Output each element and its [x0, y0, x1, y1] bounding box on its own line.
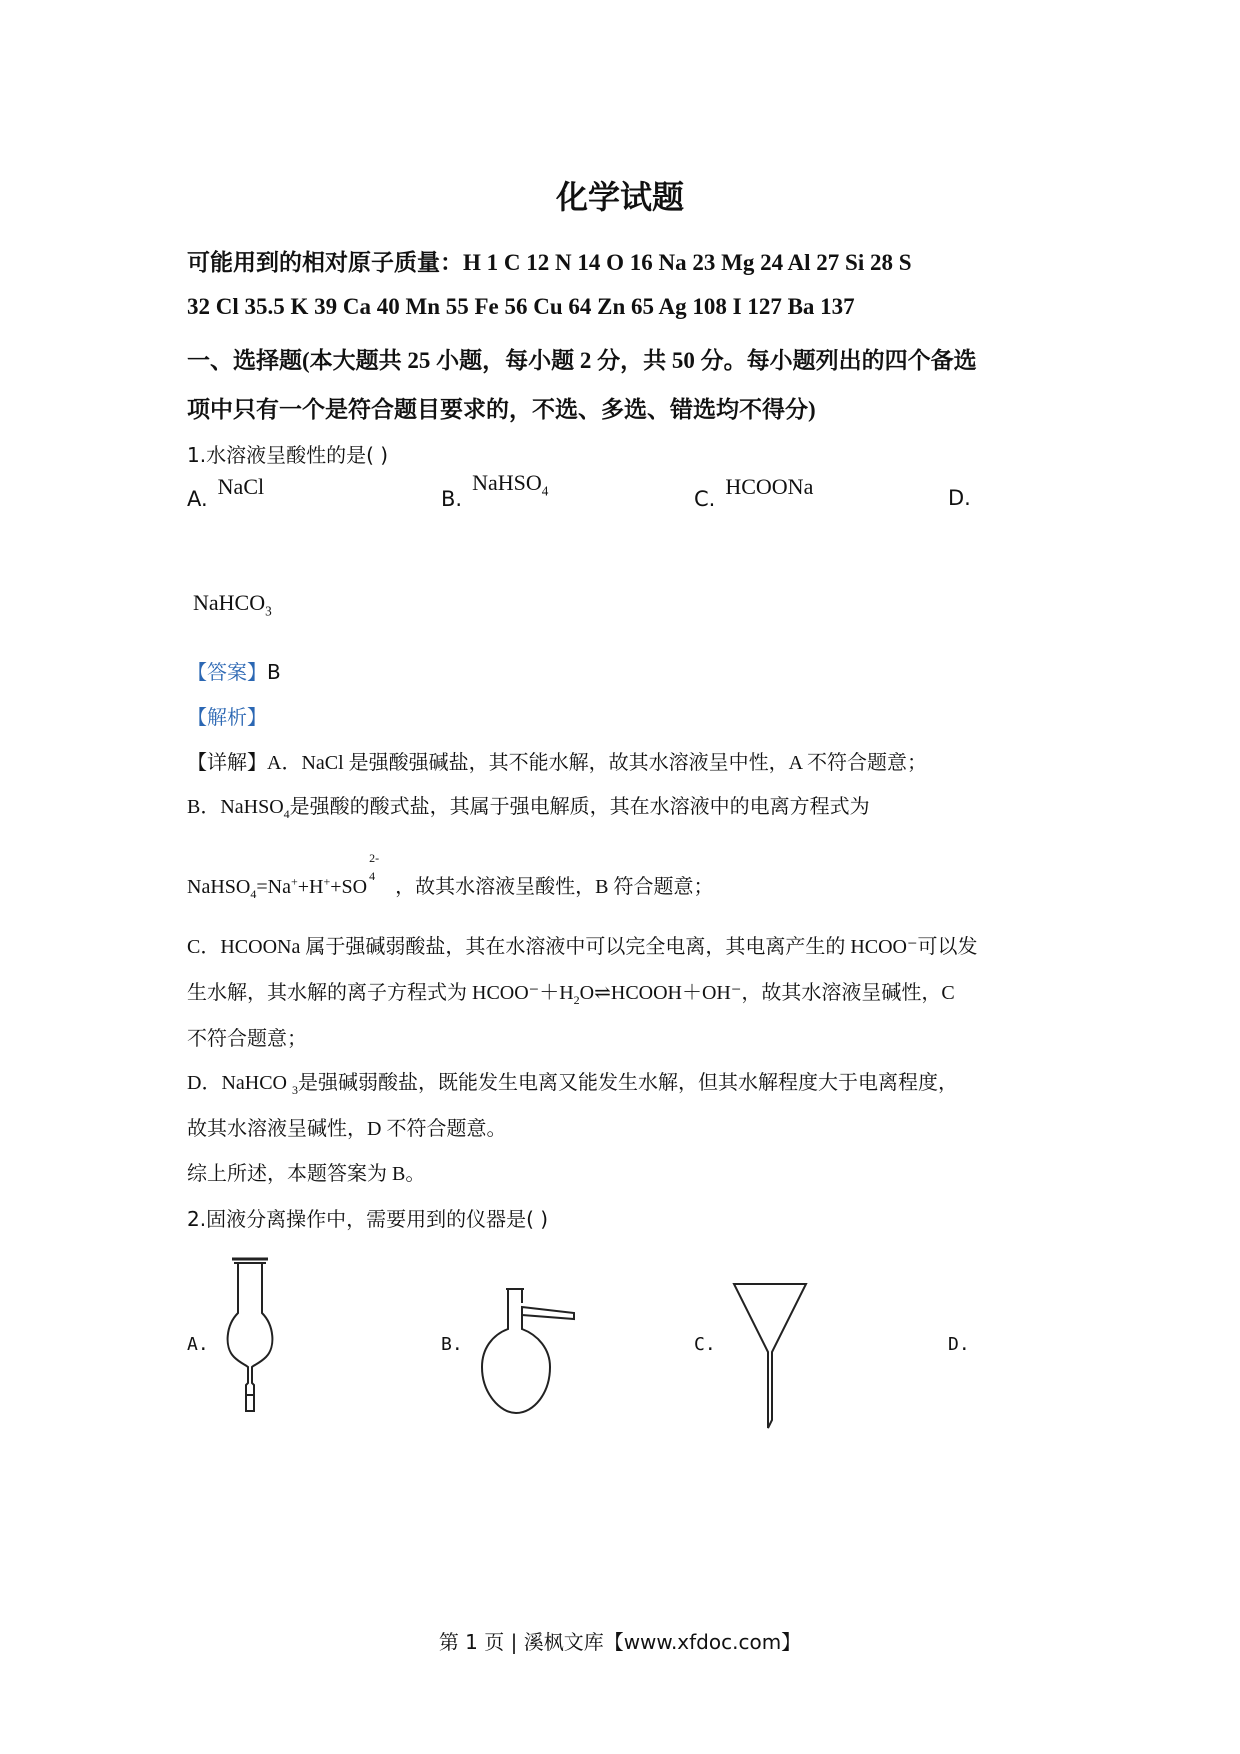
eq-text: NaHSO [187, 876, 251, 898]
analysis-label: 【解析】 [187, 707, 267, 729]
page-title: 化学试题 [555, 179, 684, 215]
summary: 综上所述，本题答案为 B。 [187, 1163, 426, 1185]
q1-answer [187, 656, 281, 685]
eq-text: +SO [330, 876, 368, 898]
detail-c-text-rest: O⇌HCOOH＋OH⁻，故其水溶液呈碱性，C [579, 982, 955, 1004]
eq-subscript: 4 [250, 887, 257, 901]
eq-superscript: + [290, 874, 298, 889]
option-formula-subscript: 4 [541, 483, 549, 499]
option-letter: A. [187, 487, 208, 511]
q1-option-d[interactable] [948, 486, 971, 510]
q2-option-b[interactable]: B. [441, 1334, 463, 1355]
funnel-icon [730, 1280, 810, 1430]
detail-a: 【详解】A．NaCl 是强酸强碱盐，其不能水解，故其水溶液呈中性，A 不符合题意； [187, 752, 927, 774]
option-letter: C. [694, 487, 716, 511]
detail-c-text: 生水解，其水解的离子方程式为 HCOO⁻＋H [187, 982, 574, 1004]
eq-charge: 2- [369, 851, 380, 865]
option-formula: NaHSO [472, 470, 542, 495]
q1-option-c[interactable] [694, 474, 814, 512]
distillation-flask-icon [478, 1285, 578, 1425]
option-formula: HCOONa [725, 474, 814, 499]
detail-d-line2: 故其水溶液呈碱性，D 不符合题意。 [187, 1118, 507, 1140]
q2-option-a[interactable]: A. [187, 1334, 209, 1355]
option-formula-subscript: 3 [265, 603, 272, 619]
eq-subscript: 4 [369, 869, 376, 883]
q2-stem: 2.固液分离操作中，需要用到的仪器是( ) [187, 1207, 549, 1231]
option-letter: D. [948, 486, 971, 510]
eq-conclusion: ，故其水溶液呈酸性，B 符合题意； [395, 876, 714, 898]
q1-option-a[interactable] [187, 474, 265, 512]
ionization-equation [187, 851, 714, 902]
eq-text: +H [297, 876, 324, 898]
detail-b-subscript: 4 [283, 807, 290, 821]
detail-c-line1: C．HCOONa 属于强碱弱酸盐，其在水溶液中可以完全电离，其电离产生的 HCOO⁻可以发 [187, 936, 978, 958]
answer-label: 【答案】 [187, 662, 267, 684]
q1-stem: 1.水溶液呈酸性的是( ) [187, 443, 389, 467]
q2-option-c[interactable]: C. [694, 1334, 716, 1355]
detail-c-line2 [187, 976, 955, 1008]
page-footer: 第 1 页 | 溪枫文库【www.xfdoc.com】 [438, 1630, 802, 1654]
option-formula: NaHCO [193, 590, 266, 615]
detail-d-subscript: 3 [292, 1083, 298, 1097]
separatory-funnel-icon [222, 1255, 282, 1415]
detail-d-text: D．NaHCO [187, 1072, 292, 1094]
detail-d-line1 [187, 1066, 958, 1098]
atomic-masses-line2: 32 Cl 35.5 K 39 Ca 40 Mn 55 Fe 56 Cu 64 Zn 65 Ag 108 I 127 Ba 137 [187, 294, 855, 319]
detail-b-line1 [187, 790, 870, 822]
section-heading-line2: 项中只有一个是符合题目要求的，不选、多选、错选均不得分) [187, 397, 816, 422]
option-formula: NaCl [217, 474, 265, 499]
detail-d-text-rest: 是强碱弱酸盐，既能发生电离又能发生水解，但其水解程度大于电离程度， [298, 1072, 958, 1094]
q2-option-d[interactable]: D. [948, 1334, 970, 1355]
q1-option-b[interactable] [441, 470, 549, 515]
option-letter: B. [441, 487, 463, 511]
eq-superscript: + [323, 874, 331, 889]
section-heading-line1: 一、选择题(本大题共 25 小题，每小题 2 分，共 50 分。每小题列出的四个备选 [187, 348, 977, 373]
detail-c-line3: 不符合题意； [187, 1028, 307, 1050]
eq-text: =Na [256, 876, 291, 898]
detail-b-text: B．NaHSO [187, 796, 284, 818]
atomic-masses-line1: 可能用到的相对原子质量：H 1 C 12 N 14 O 16 Na 23 Mg 24 Al 27 Si 28 S [187, 250, 912, 275]
answer-value: B [267, 660, 281, 684]
detail-b-text-rest: 是强酸的酸式盐，其属于强电解质，其在水溶液中的电离方程式为 [289, 796, 870, 818]
detail-c-subscript: 2 [573, 993, 580, 1007]
q1-option-d-formula [193, 590, 272, 619]
